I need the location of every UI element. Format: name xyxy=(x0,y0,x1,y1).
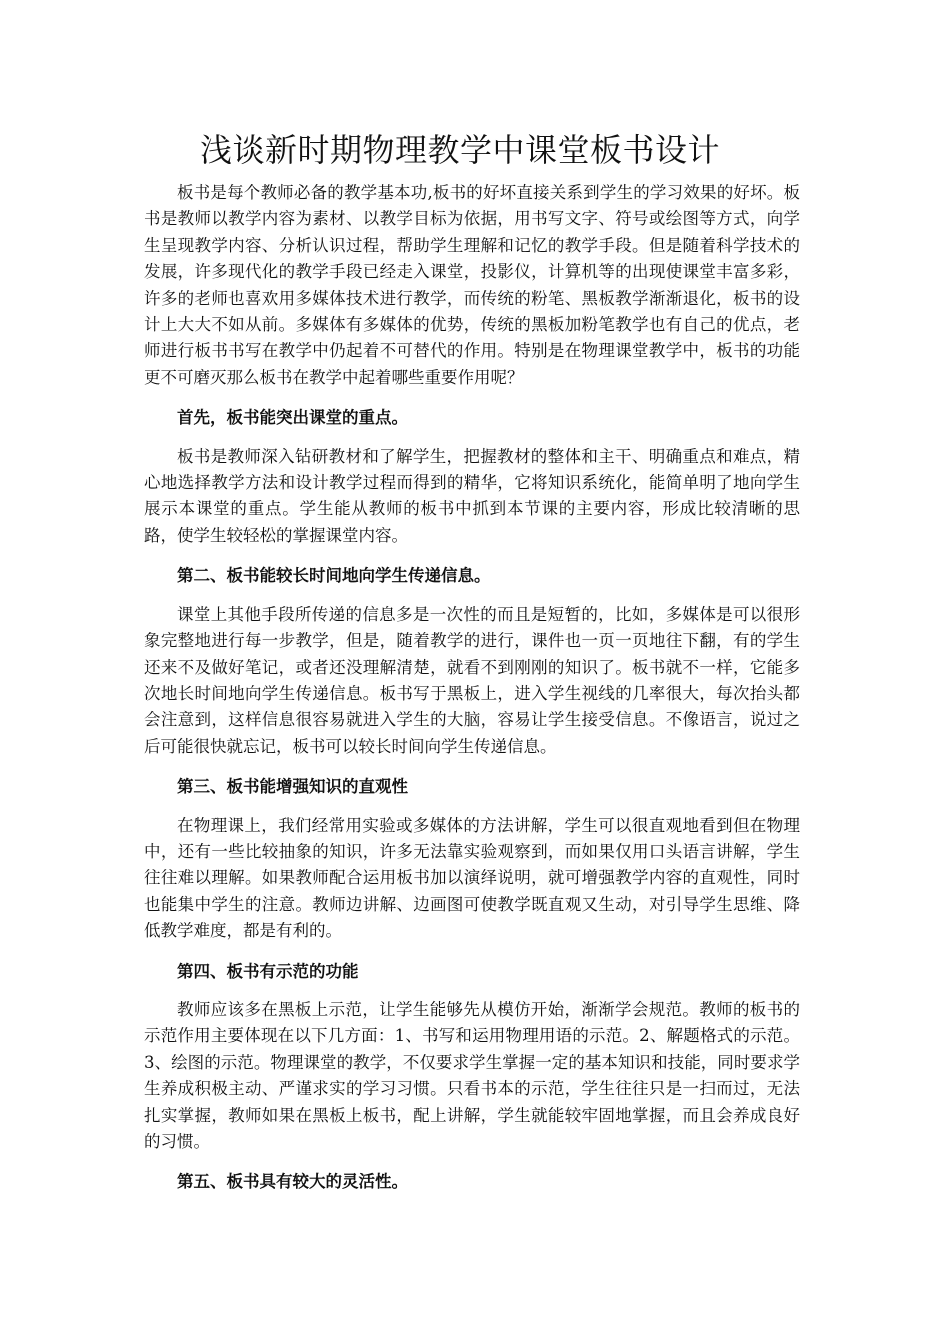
section-heading-5: 第五、板书具有较大的灵活性。 xyxy=(177,1172,408,1192)
section-heading-3: 第三、板书能增强知识的直观性 xyxy=(177,777,408,797)
section-body-3: 在物理课上，我们经常用实验或多媒体的方法讲解，学生可以很直观地看到但在物理中，还有一些比较抽象的知识，许多无法靠实验观察到，而如果仅用口头语言讲解，学生往往难以理解。如果教师配合运用板书加以演绎说明，就可增强教学内容的直观性，同时也能集中学生的注意。教师边讲解、边画图可使教学既直观又生动，对引导学生思维、降低教学难度，都是有利的。 xyxy=(144,815,800,941)
section-body-4: 教师应该多在黑板上示范，让学生能够先从模仿开始，渐渐学会规范。教师的板书的示范作用主要体现在以下几方面：1、书写和运用物理用语的示范。2、解题格式的示范。3、绘图的示范。物理课堂的教学，不仅要求学生掌握一定的基本知识和技能，同时要求学生养成积极主动、严谨求实的学习习惯。只看书本的示范，学生往往只是一扫而过，无法扎实掌握，教师如果在黑板上板书，配上讲解，学生就能较牢固地掌握，而且会养成良好的习惯。 xyxy=(144,999,800,1151)
section-body-1: 板书是教师深入钻研教材和了解学生，把握教材的整体和主干、明确重点和难点，精心地选择教学方法和设计教学过程而得到的精华，它将知识系统化，能简单明了地向学生展示本课堂的重点。学生能从教师的板书中抓到本节课的主要内容，形成比较清晰的思路，使学生较轻松的掌握课堂内容。 xyxy=(144,446,800,545)
section-heading-4: 第四、板书有示范的功能 xyxy=(177,961,359,981)
section-heading-2: 第二、板书能较长时间地向学生传递信息。 xyxy=(177,566,491,586)
intro-paragraph: 板书是每个教师必备的教学基本功,板书的好坏直接关系到学生的学习效果的好坏。板书是教师以教学内容为素材、以教学目标为依据，用书写文字、符号或绘图等方式，向学生呈现教学内容、分析认识过程，帮助学生理解和记忆的教学手段。但是随着科学技术的发展，许多现代化的教学手段已经走入课堂，投影仪，计算机等的出现使课堂丰富多彩，许多的老师也喜欢用多媒体技术进行教学，而传统的粉笔、黑板教学渐渐退化，板书的设计上大大不如从前。多媒体有多媒体的优势，传统的黑板加粉笔教学也有自己的优点，老师进行板书书写在教学中仍起着不可替代的作用。特别是在物理课堂教学中，板书的功能更不可磨灭那么板书在教学中起着哪些重要作用呢？ xyxy=(144,183,800,387)
document-title: 浅谈新时期物理教学中课堂板书设计 xyxy=(199,131,720,169)
section-body-2: 课堂上其他手段所传递的信息多是一次性的而且是短暂的，比如，多媒体是可以很形象完整地进行每一步教学，但是，随着教学的进行，课件也一页一页地往下翻，有的学生还来不及做好笔记，或者还没理解清楚，就看不到刚刚的知识了。板书就不一样，它能多次地长时间地向学生传递信息。板书写于黑板上，进入学生视线的几率很大，每次抬头都会注意到，这样信息很容易就进入学生的大脑，容易让学生接受信息。不像语言，说过之后可能很快就忘记，板书可以较长时间向学生传递信息。 xyxy=(144,604,800,756)
section-heading-1: 首先，板书能突出课堂的重点。 xyxy=(177,408,408,428)
document-body xyxy=(144,180,800,1196)
